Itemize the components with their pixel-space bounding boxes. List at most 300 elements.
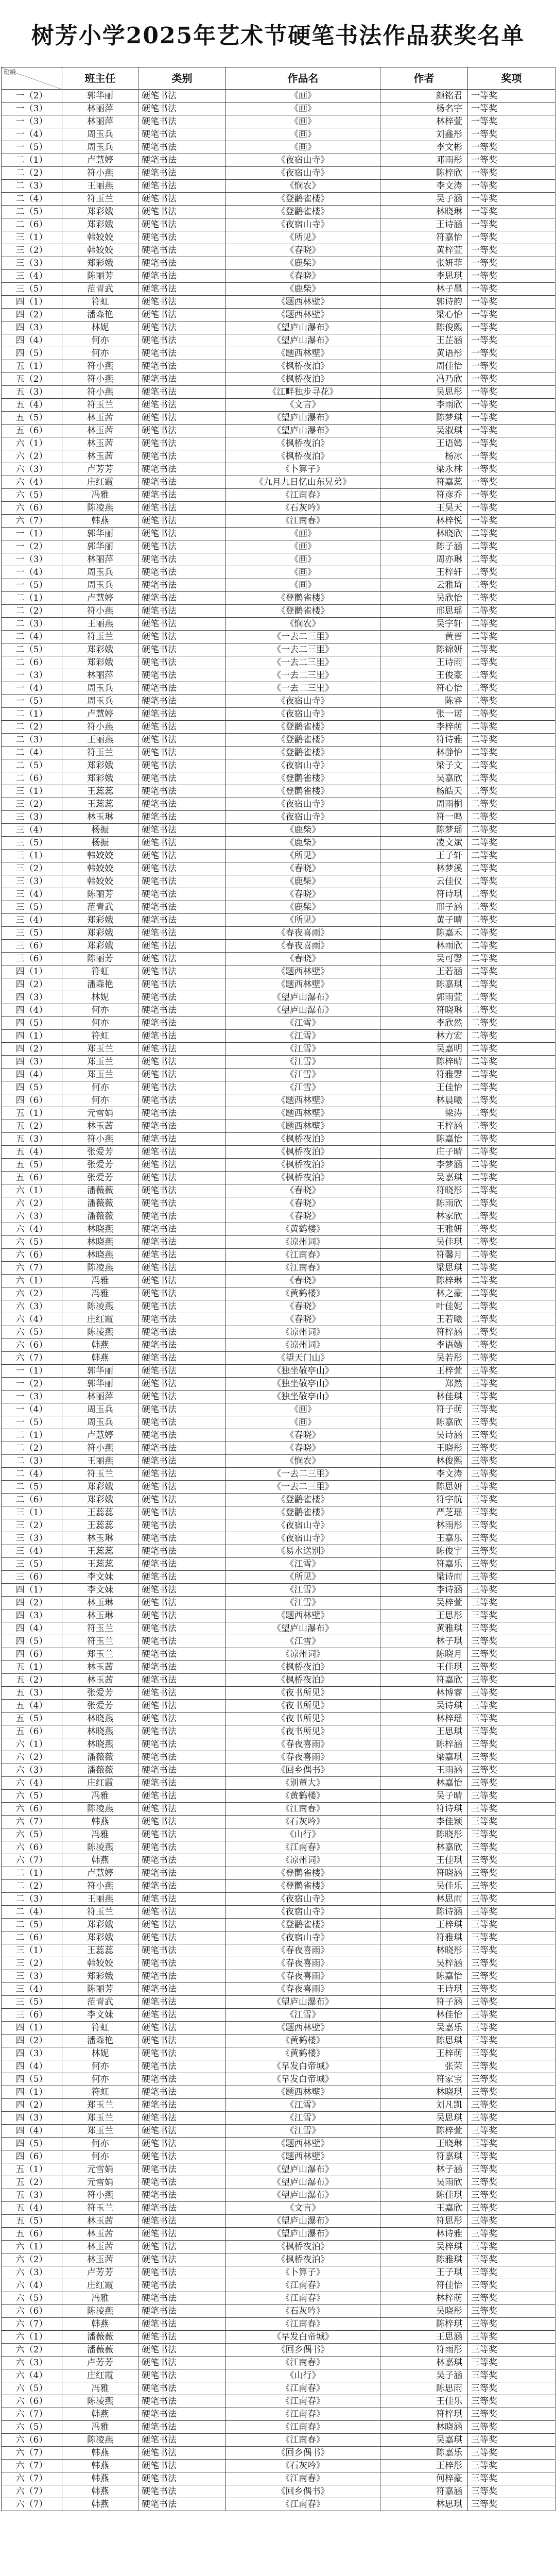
cell-class: 一（3）: [2, 553, 62, 566]
cell-teacher: 韩姣姣: [62, 244, 138, 257]
table-row: [2, 759, 555, 772]
cell-teacher: 韩燕: [62, 2498, 138, 2511]
cell-work: 《望庐山瀑布》: [226, 2215, 380, 2228]
table-row: [2, 2112, 555, 2125]
cell-class: 四（5）: [2, 1081, 62, 1094]
cell-class: 六（1）: [2, 1184, 62, 1197]
cell-category: 硬笔书法: [138, 695, 226, 708]
cell-category: 硬笔书法: [138, 270, 226, 283]
cell-teacher: 陈凌燕: [62, 1326, 138, 1339]
cell-category: 硬笔书法: [138, 1635, 226, 1648]
cell-award: 三等奖: [468, 1584, 555, 1597]
cell-award: 三等奖: [468, 2086, 555, 2099]
table-row: [2, 180, 555, 193]
table-row: [2, 1339, 555, 1352]
cell-category: 硬笔书法: [138, 1751, 226, 1764]
cell-class: 一（2）: [2, 90, 62, 103]
cell-award: 三等奖: [468, 1494, 555, 1506]
cell-class: 四（1）: [2, 1584, 62, 1597]
cell-work: 《江畔独步寻花》: [226, 386, 380, 399]
cell-category: 硬笔书法: [138, 1017, 226, 1030]
cell-teacher: 郑玉兰: [62, 1648, 138, 1661]
cell-category: 硬笔书法: [138, 1481, 226, 1494]
cell-category: 硬笔书法: [138, 412, 226, 425]
cell-class: 三（4）: [2, 1545, 62, 1558]
cell-category: 硬笔书法: [138, 1764, 226, 1777]
cell-author: 吴嘉琪: [380, 2434, 468, 2447]
cell-teacher: 李文妹: [62, 1571, 138, 1584]
table-row: [2, 90, 555, 103]
cell-class: 三（4）: [2, 824, 62, 837]
cell-author: 张妍菲: [380, 257, 468, 270]
cell-author: 梁永林: [380, 463, 468, 476]
cell-author: 王嘉欣: [380, 2202, 468, 2215]
cell-teacher: 郑玉兰: [62, 2099, 138, 2112]
cell-class: 一（3）: [2, 103, 62, 115]
table-row: [2, 605, 555, 618]
table-row: [2, 2318, 555, 2331]
cell-class: 二（4）: [2, 1468, 62, 1481]
table-row: [2, 1249, 555, 1262]
cell-award: 三等奖: [468, 1687, 555, 1700]
cell-work: 《江南春》: [226, 1803, 380, 1816]
cell-author: 陈思琪: [380, 2035, 468, 2047]
cell-category: 硬笔书法: [138, 1700, 226, 1713]
cell-author: 陈雨欣: [380, 1197, 468, 1210]
cell-award: 三等奖: [468, 1996, 555, 2009]
cell-category: 硬笔书法: [138, 2305, 226, 2318]
cell-class: 六（7）: [2, 2447, 62, 2460]
cell-work: 《春夜喜雨》: [226, 1957, 380, 1970]
cell-class: 三（4）: [2, 270, 62, 283]
cell-author: 符嘉蕊: [380, 476, 468, 489]
cell-category: 硬笔书法: [138, 2382, 226, 2395]
cell-category: 硬笔书法: [138, 399, 226, 412]
cell-work: 《早发白帝城》: [226, 2331, 380, 2344]
cell-work: 《春晓》: [226, 1313, 380, 1326]
cell-award: 一等奖: [468, 450, 555, 463]
cell-award: 二等奖: [468, 1081, 555, 1094]
cell-award: 二等奖: [468, 643, 555, 656]
cell-class: 四（2）: [2, 2099, 62, 2112]
cell-teacher: 陈凌燕: [62, 1262, 138, 1275]
table-row: [2, 566, 555, 579]
cell-author: 王思涵: [380, 2331, 468, 2344]
cell-class: 六（5）: [2, 1828, 62, 1841]
cell-author: 林子墨: [380, 283, 468, 296]
cell-class: 五（6）: [2, 1172, 62, 1184]
cell-award: 二等奖: [468, 1133, 555, 1146]
cell-award: 三等奖: [468, 1506, 555, 1519]
cell-award: 一等奖: [468, 141, 555, 154]
cell-teacher: 王丽燕: [62, 1455, 138, 1468]
cell-award: 三等奖: [468, 1725, 555, 1738]
cell-teacher: 林玉茜: [62, 2215, 138, 2228]
table-row: [2, 2228, 555, 2241]
cell-award: 二等奖: [468, 759, 555, 772]
cell-award: 三等奖: [468, 1931, 555, 1944]
cell-class: 二（3）: [2, 180, 62, 193]
cell-class: 六（2）: [2, 450, 62, 463]
cell-class: 六（2）: [2, 1287, 62, 1300]
cell-teacher: 陈凌燕: [62, 2305, 138, 2318]
cell-award: 二等奖: [468, 798, 555, 811]
cell-teacher: 符小燕: [62, 2189, 138, 2202]
cell-category: 硬笔书法: [138, 1056, 226, 1069]
cell-teacher: 韩燕: [62, 1854, 138, 1867]
cell-work: 《题西林壁》: [226, 1120, 380, 1133]
cell-teacher: 郑玉兰: [62, 1069, 138, 1081]
cell-class: 六（3）: [2, 1210, 62, 1223]
cell-category: 硬笔书法: [138, 1365, 226, 1378]
cell-class: 三（4）: [2, 888, 62, 901]
cell-class: 二（6）: [2, 1494, 62, 1506]
cell-teacher: 符小燕: [62, 1880, 138, 1893]
cell-class: 四（3）: [2, 2047, 62, 2060]
cell-class: 三（4）: [2, 914, 62, 927]
cell-class: 六（3）: [2, 1764, 62, 1777]
cell-category: 硬笔书法: [138, 1571, 226, 1584]
cell-author: 李文涛: [380, 1468, 468, 1481]
cell-category: 硬笔书法: [138, 1378, 226, 1391]
table-row: [2, 1919, 555, 1931]
cell-award: 三等奖: [468, 1906, 555, 1919]
cell-author: 王雨涵: [380, 1764, 468, 1777]
table-row: [2, 1828, 555, 1841]
cell-work: 《鹿柴》: [226, 837, 380, 850]
cell-author: 吴子晴: [380, 1790, 468, 1803]
cell-class: 五（4）: [2, 1146, 62, 1159]
cell-category: 硬笔书法: [138, 1996, 226, 2009]
cell-category: 硬笔书法: [138, 566, 226, 579]
cell-award: 三等奖: [468, 2292, 555, 2305]
cell-teacher: 林玉茜: [62, 450, 138, 463]
cell-author: 梁心怡: [380, 309, 468, 321]
cell-author: 符梓琪: [380, 2408, 468, 2421]
cell-category: 硬笔书法: [138, 1107, 226, 1120]
cell-author: 周雨桐: [380, 798, 468, 811]
cell-category: 硬笔书法: [138, 2073, 226, 2086]
cell-award: 二等奖: [468, 747, 555, 759]
cell-work: 《江雪》: [226, 2125, 380, 2138]
cell-award: 二等奖: [468, 1287, 555, 1300]
cell-category: 硬笔书法: [138, 2292, 226, 2305]
cell-class: 三（3）: [2, 257, 62, 270]
cell-teacher: 林晓燕: [62, 1713, 138, 1725]
cell-work: 《石灰吟》: [226, 502, 380, 515]
table-row: [2, 978, 555, 991]
cell-class: 二（4）: [2, 1906, 62, 1919]
table-body: [2, 90, 555, 2511]
cell-category: 硬笔书法: [138, 515, 226, 528]
cell-class: 二（5）: [2, 643, 62, 656]
cell-work: 《江雪》: [226, 1043, 380, 1056]
cell-work: 《登鹳雀楼》: [226, 1494, 380, 1506]
cell-work: 《望庐山瀑布》: [226, 425, 380, 437]
table-row: [2, 1391, 555, 1403]
cell-author: 陈梓欣: [380, 167, 468, 180]
cell-category: 硬笔书法: [138, 1725, 226, 1738]
cell-author: 陈嘉乐: [380, 2447, 468, 2460]
cell-author: 黄语彤: [380, 347, 468, 360]
table-row: [2, 218, 555, 231]
cell-award: 一等奖: [468, 412, 555, 425]
cell-author: 陈嘉禾: [380, 927, 468, 940]
cell-teacher: 周玉兵: [62, 579, 138, 592]
cell-class: 一（1）: [2, 1365, 62, 1378]
table-row: [2, 1803, 555, 1816]
cell-teacher: 韩姣姣: [62, 231, 138, 244]
table-row: [2, 1532, 555, 1545]
cell-category: 硬笔书法: [138, 257, 226, 270]
table-row: [2, 1713, 555, 1725]
cell-teacher: 陈凌燕: [62, 1300, 138, 1313]
cell-award: 三等奖: [468, 2073, 555, 2086]
cell-class: 四（1）: [2, 2022, 62, 2035]
cell-author: 李梓萌: [380, 721, 468, 734]
cell-class: 三（6）: [2, 953, 62, 965]
table-row: [2, 1648, 555, 1661]
table-row: [2, 1146, 555, 1159]
cell-work: 《望庐山瀑布》: [226, 991, 380, 1004]
cell-class: 四（2）: [2, 978, 62, 991]
cell-author: 王佳怡: [380, 1081, 468, 1094]
cell-class: 六（4）: [2, 2369, 62, 2382]
cell-author: 杨名宇: [380, 103, 468, 115]
cell-work: 《凉州词》: [226, 1236, 380, 1249]
table-row: [2, 888, 555, 901]
cell-category: 硬笔书法: [138, 334, 226, 347]
cell-author: 王语嫣: [380, 437, 468, 450]
cell-class: 二（4）: [2, 193, 62, 206]
cell-category: 硬笔书法: [138, 708, 226, 721]
cell-work: 《山行》: [226, 2369, 380, 2382]
cell-teacher: 王丽燕: [62, 734, 138, 747]
cell-award: 三等奖: [468, 1481, 555, 1494]
cell-class: 二（1）: [2, 592, 62, 605]
table-row: [2, 1854, 555, 1867]
table-row: [2, 1081, 555, 1094]
cell-teacher: 韩姣姣: [62, 1957, 138, 1970]
table-row: [2, 1275, 555, 1287]
cell-work: 《夜宿山寺》: [226, 695, 380, 708]
cell-award: 二等奖: [468, 1326, 555, 1339]
cell-award: 二等奖: [468, 631, 555, 643]
cell-author: 林嘉怡: [380, 1777, 468, 1790]
cell-author: 符晓琳: [380, 1004, 468, 1017]
cell-author: 吴思彤: [380, 386, 468, 399]
cell-author: 符诗琪: [380, 1803, 468, 1816]
cell-author: 吴子涵: [380, 2369, 468, 2382]
cell-author: 符一鸣: [380, 811, 468, 824]
cell-teacher: 韩燕: [62, 1339, 138, 1352]
cell-award: 一等奖: [468, 180, 555, 193]
table-row: [2, 1287, 555, 1300]
cell-category: 硬笔书法: [138, 2408, 226, 2421]
cell-author: 林雨欣: [380, 940, 468, 953]
cell-work: 《望庐山瀑布》: [226, 2176, 380, 2189]
table-row: [2, 476, 555, 489]
table-row: [2, 1056, 555, 1069]
cell-award: 一等奖: [468, 360, 555, 373]
cell-work: 《画》: [226, 528, 380, 540]
cell-work: 《一去二三里》: [226, 1481, 380, 1494]
cell-author: 李雨欣: [380, 399, 468, 412]
cell-work: 《春晓》: [226, 244, 380, 257]
cell-teacher: 陈丽芳: [62, 888, 138, 901]
cell-author: 吴淑琪: [380, 425, 468, 437]
cell-work: 《江雪》: [226, 1081, 380, 1094]
cell-teacher: 郑玉兰: [62, 2125, 138, 2138]
cell-class: 四（2）: [2, 1597, 62, 1609]
cell-class: 六（4）: [2, 1777, 62, 1790]
cell-author: 符子萌: [380, 1403, 468, 1416]
table-row: [2, 1236, 555, 1249]
cell-category: 硬笔书法: [138, 2369, 226, 2382]
cell-award: 一等奖: [468, 231, 555, 244]
cell-class: 三（2）: [2, 244, 62, 257]
cell-award: 三等奖: [468, 2382, 555, 2395]
cell-work: 《回乡偶书》: [226, 2447, 380, 2460]
cell-teacher: 韩燕: [62, 2472, 138, 2485]
cell-award: 二等奖: [468, 914, 555, 927]
cell-award: 一等奖: [468, 515, 555, 528]
cell-award: 二等奖: [468, 862, 555, 875]
cell-category: 硬笔书法: [138, 1133, 226, 1146]
cell-award: 一等奖: [468, 193, 555, 206]
table-row: [2, 1184, 555, 1197]
cell-class: 二（6）: [2, 218, 62, 231]
cell-teacher: 林玉茜: [62, 437, 138, 450]
cell-award: 三等奖: [468, 2447, 555, 2460]
cell-category: 硬笔书法: [138, 1197, 226, 1210]
cell-award: 三等奖: [468, 1777, 555, 1790]
cell-class: 二（2）: [2, 721, 62, 734]
cell-work: 《登鹳雀楼》: [226, 721, 380, 734]
cell-work: 《枫桥夜泊》: [226, 1133, 380, 1146]
cell-class: 六（1）: [2, 1738, 62, 1751]
cell-class: 四（5）: [2, 347, 62, 360]
cell-category: 硬笔书法: [138, 2112, 226, 2125]
table-row: [2, 321, 555, 334]
cell-category: 硬笔书法: [138, 1661, 226, 1674]
cell-author: 林梓萱: [380, 115, 468, 128]
table-row: [2, 1558, 555, 1571]
cell-teacher: 韩燕: [62, 515, 138, 528]
cell-author: 云佳仪: [380, 875, 468, 888]
cell-teacher: 潘薇薇: [62, 1764, 138, 1777]
cell-author: 吴诗涵: [380, 1429, 468, 1442]
cell-teacher: 郑彩娥: [62, 1494, 138, 1506]
cell-teacher: 潘森艳: [62, 2035, 138, 2047]
cell-class: 五（3）: [2, 1687, 62, 1700]
cell-author: 刘凡凯: [380, 2099, 468, 2112]
cell-work: 《题西林壁》: [226, 1107, 380, 1120]
cell-work: 《黄鹤楼》: [226, 1223, 380, 1236]
cell-category: 硬笔书法: [138, 1275, 226, 1287]
cell-category: 硬笔书法: [138, 1494, 226, 1506]
cell-author: 符嘉欣: [380, 1674, 468, 1687]
cell-award: 三等奖: [468, 2472, 555, 2485]
cell-teacher: 林妮: [62, 991, 138, 1004]
cell-category: 硬笔书法: [138, 2421, 226, 2434]
cell-teacher: 林玉琳: [62, 1609, 138, 1622]
table-row: [2, 1609, 555, 1622]
table-row: [2, 1197, 555, 1210]
cell-class: 六（6）: [2, 1803, 62, 1816]
cell-award: 三等奖: [468, 1571, 555, 1584]
cell-author: 王梓轩: [380, 566, 468, 579]
cell-teacher: 郑彩娥: [62, 940, 138, 953]
table-row: [2, 2331, 555, 2344]
cell-category: 硬笔书法: [138, 2472, 226, 2485]
cell-class: 六（5）: [2, 1236, 62, 1249]
cell-award: 一等奖: [468, 90, 555, 103]
cell-author: 林之豪: [380, 1287, 468, 1300]
table-row: [2, 399, 555, 412]
cell-award: 三等奖: [468, 2369, 555, 2382]
cell-award: 三等奖: [468, 1867, 555, 1880]
cell-work: 《所见》: [226, 1571, 380, 1584]
cell-teacher: 范青武: [62, 1996, 138, 2009]
table-row: [2, 1996, 555, 2009]
cell-award: 二等奖: [468, 579, 555, 592]
cell-work: 《夜宿山寺》: [226, 1532, 380, 1545]
cell-class: 六（4）: [2, 1313, 62, 1326]
cell-teacher: 符玉兰: [62, 631, 138, 643]
cell-category: 硬笔书法: [138, 1519, 226, 1532]
cell-teacher: 符玉兰: [62, 399, 138, 412]
table-row: [2, 1403, 555, 1416]
cell-class: 五（1）: [2, 360, 62, 373]
cell-teacher: 范青武: [62, 283, 138, 296]
cell-author: 梁诗雨: [380, 1571, 468, 1584]
cell-class: 二（3）: [2, 1893, 62, 1906]
cell-award: 三等奖: [468, 1957, 555, 1970]
cell-work: 《鹿柴》: [226, 875, 380, 888]
cell-award: 三等奖: [468, 2163, 555, 2176]
cell-category: 硬笔书法: [138, 360, 226, 373]
cell-category: 硬笔书法: [138, 1777, 226, 1790]
table-row: [2, 682, 555, 695]
cell-award: 三等奖: [468, 1713, 555, 1725]
cell-work: 《所见》: [226, 231, 380, 244]
cell-author: 陈锦妍: [380, 643, 468, 656]
table-row: [2, 1120, 555, 1133]
cell-teacher: 卢慧婷: [62, 154, 138, 167]
cell-work: 《登鹳雀楼》: [226, 592, 380, 605]
table-row: [2, 1906, 555, 1919]
cell-teacher: 韩姣姣: [62, 875, 138, 888]
cell-author: 林梓悦: [380, 515, 468, 528]
cell-category: 硬笔书法: [138, 1030, 226, 1043]
cell-work: 《一去二三里》: [226, 669, 380, 682]
cell-author: 吴梓琪: [380, 2241, 468, 2253]
cell-teacher: 陈凌燕: [62, 2395, 138, 2408]
table-row: [2, 798, 555, 811]
table-row: [2, 2421, 555, 2434]
table-row: [2, 991, 555, 1004]
cell-work: 《春夜喜雨》: [226, 1751, 380, 1764]
cell-teacher: 王丽燕: [62, 1893, 138, 1906]
cell-category: 硬笔书法: [138, 1545, 226, 1558]
cell-category: 硬笔书法: [138, 2279, 226, 2292]
cell-award: 三等奖: [468, 1816, 555, 1828]
cell-work: 《江雪》: [226, 2099, 380, 2112]
cell-class: 四（6）: [2, 1648, 62, 1661]
cell-work: 《春晓》: [226, 1184, 380, 1197]
cell-author: 符嘉怡: [380, 231, 468, 244]
